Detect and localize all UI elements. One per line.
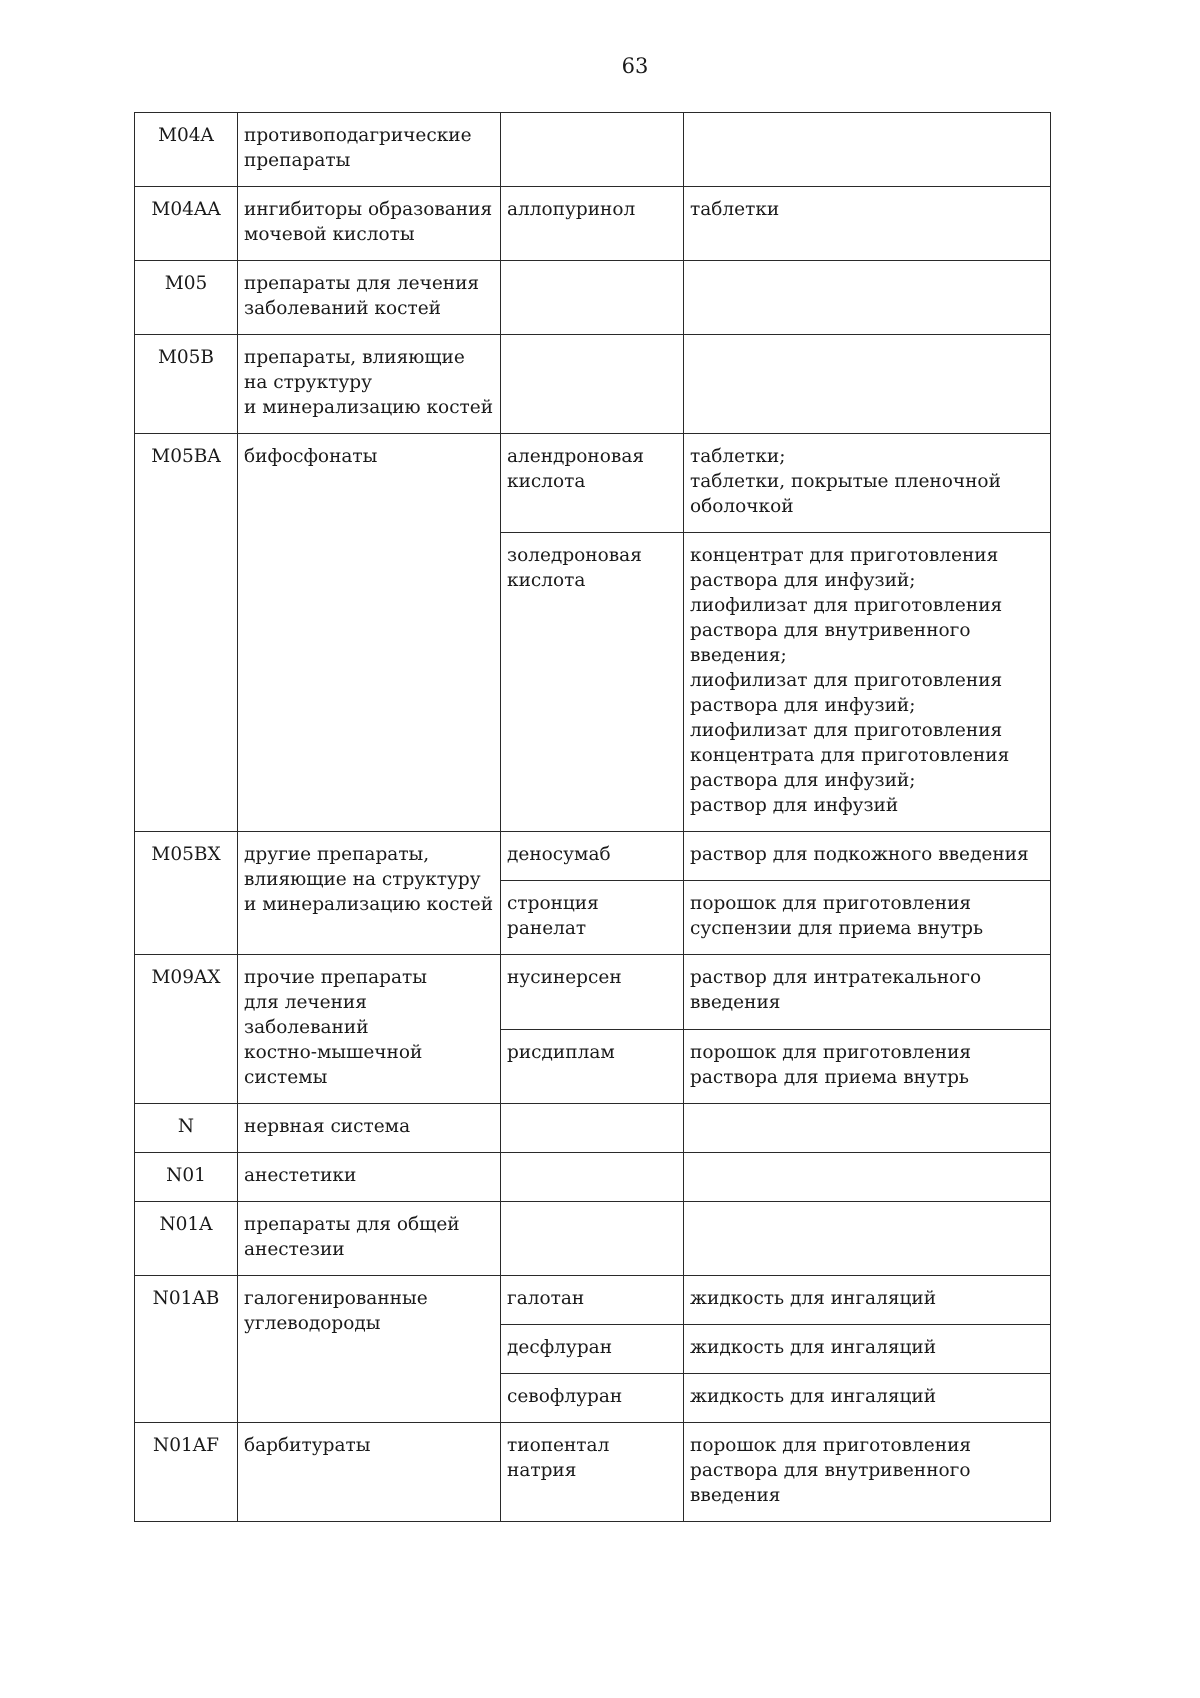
dosage-form-cell: раствор для интратекального введения [684, 955, 1051, 1030]
drug-name-cell: севофлуран [501, 1374, 684, 1423]
drug-name-cell: тиопентал натрия [501, 1423, 684, 1522]
atc-code-cell: N01AF [135, 1423, 238, 1522]
anatomical-therapeutic-group-cell: галогенированные углеводороды [238, 1276, 501, 1423]
anatomical-therapeutic-group-cell: бифосфонаты [238, 434, 501, 832]
anatomical-therapeutic-group-cell: прочие препараты для лечения заболеваний костно-мышечной системы [238, 955, 501, 1104]
drug-name-cell [501, 1153, 684, 1202]
table-row [135, 1276, 1051, 1325]
anatomical-therapeutic-group-cell: нервная система [238, 1104, 501, 1153]
drug-name-cell: стронция ранелат [501, 881, 684, 955]
dosage-form-cell [684, 1202, 1051, 1276]
table-row [135, 1104, 1051, 1153]
anatomical-therapeutic-group-cell: препараты для общей анестезии [238, 1202, 501, 1276]
anatomical-therapeutic-group-cell: препараты для лечения заболеваний костей [238, 261, 501, 335]
dosage-form-cell: жидкость для ингаляций [684, 1276, 1051, 1325]
dosage-form-cell: порошок для приготовления суспензии для приема внутрь [684, 881, 1051, 955]
dosage-form-cell [684, 335, 1051, 434]
drug-name-cell [501, 1202, 684, 1276]
atc-code-cell: M04AA [135, 187, 238, 261]
drug-name-cell: десфлуран [501, 1325, 684, 1374]
drug-name-cell [501, 261, 684, 335]
page-number: 63 [621, 54, 649, 78]
dosage-form-cell [684, 261, 1051, 335]
atc-code-cell: M05B [135, 335, 238, 434]
atc-code-cell: N [135, 1104, 238, 1153]
atc-code-cell: N01A [135, 1202, 238, 1276]
atc-code-cell: M04A [135, 113, 238, 187]
anatomical-therapeutic-group-cell: препараты, влияющие на структуру и минерализацию костей [238, 335, 501, 434]
drug-name-cell: галотан [501, 1276, 684, 1325]
atc-code-cell: M05BA [135, 434, 238, 832]
dosage-form-cell: раствор для подкожного введения [684, 832, 1051, 881]
atc-code-cell: M05 [135, 261, 238, 335]
drug-name-cell [501, 335, 684, 434]
dosage-form-cell: концентрат для приготовления раствора для инфузий; лиофилизат для приготовления раствора для внутривенного введения; лиофилизат для приготовления раствора для инфузий; лиофилизат для приготовления концентрата для приготовления раствора для инфузий; раствор для инфузий [684, 533, 1051, 832]
drug-name-cell [501, 1104, 684, 1153]
atc-code-cell: N01 [135, 1153, 238, 1202]
table-row [135, 1202, 1051, 1276]
dosage-form-cell: таблетки [684, 187, 1051, 261]
table-row [135, 955, 1051, 1030]
drug-name-cell: рисдиплам [501, 1029, 684, 1104]
drug-classification-table [134, 112, 1051, 1522]
table-body [135, 113, 1051, 1522]
drug-name-cell: деносумаб [501, 832, 684, 881]
anatomical-therapeutic-group-cell: анестетики [238, 1153, 501, 1202]
dosage-form-cell: жидкость для ингаляций [684, 1325, 1051, 1374]
atc-code-cell: M09AX [135, 955, 238, 1104]
drug-name-cell: нусинерсен [501, 955, 684, 1030]
table-row [135, 113, 1051, 187]
drug-name-cell: аллопуринол [501, 187, 684, 261]
anatomical-therapeutic-group-cell: противоподагрические препараты [238, 113, 501, 187]
table-row [135, 1423, 1051, 1522]
dosage-form-cell [684, 113, 1051, 187]
table-row [135, 187, 1051, 261]
table-row [135, 434, 1051, 533]
table-row [135, 335, 1051, 434]
dosage-form-cell [684, 1104, 1051, 1153]
dosage-form-cell: порошок для приготовления раствора для приема внутрь [684, 1029, 1051, 1104]
drug-name-cell [501, 113, 684, 187]
dosage-form-cell: порошок для приготовления раствора для внутривенного введения [684, 1423, 1051, 1522]
atc-code-cell: N01AB [135, 1276, 238, 1423]
anatomical-therapeutic-group-cell: другие препараты, влияющие на структуру и минерализацию костей [238, 832, 501, 955]
drug-name-cell: золедроновая кислота [501, 533, 684, 832]
anatomical-therapeutic-group-cell: ингибиторы образования мочевой кислоты [238, 187, 501, 261]
anatomical-therapeutic-group-cell: барбитураты [238, 1423, 501, 1522]
table-row [135, 261, 1051, 335]
table-row [135, 832, 1051, 881]
dosage-form-cell: жидкость для ингаляций [684, 1374, 1051, 1423]
atc-code-cell: M05BX [135, 832, 238, 955]
table-row [135, 1153, 1051, 1202]
drug-name-cell: алендроновая кислота [501, 434, 684, 533]
dosage-form-cell [684, 1153, 1051, 1202]
dosage-form-cell: таблетки; таблетки, покрытые пленочной оболочкой [684, 434, 1051, 533]
